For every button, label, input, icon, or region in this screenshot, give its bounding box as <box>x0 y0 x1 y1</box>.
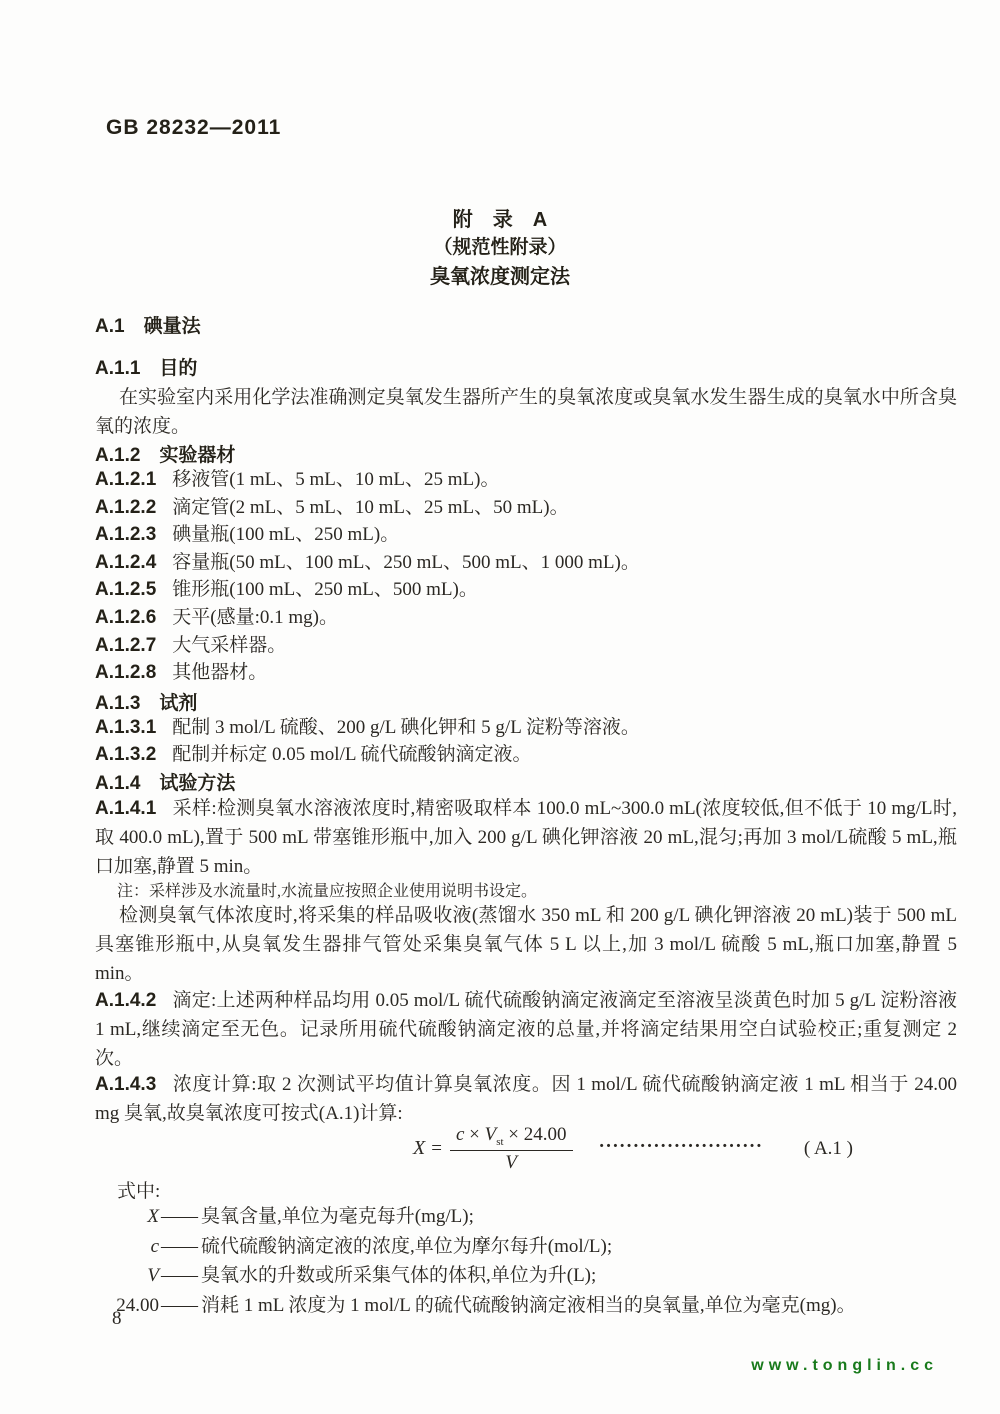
formula-lhs: X <box>413 1137 426 1160</box>
clause-text: 容量瓶(50 mL、100 mL、250 mL、500 mL、1 000 mL)。 <box>172 551 640 573</box>
clause-text: 天平(感量:0.1 mg)。 <box>172 606 338 628</box>
constant-24: 24.00 <box>523 1124 567 1145</box>
clause-text: 采样:检测臭氧水溶液浓度时,精密吸取样本 100.0 mL~300.0 mL(浓度较低,但不低于 10 mg/L时,取 400.0 mL),置于 500 mL 带塞锥形瓶中,加入 200 g/L 碘化钾溶液 20 mL,混匀;再加 3 mol/L硫酸 5 mL,瓶口加塞,静置 5 min。 <box>95 798 957 877</box>
times-sign: × <box>508 1124 520 1145</box>
clause-text: 浓度计算:取 2 次测试平均值计算臭氧浓度。因 1 mol/L 硫代硫酸钠滴定液 1 mL 相当于 24.00 mg 臭氧,故臭氧浓度可按式(A.1)计算: <box>95 1074 957 1124</box>
var-c: c <box>455 1124 465 1145</box>
list-item <box>95 576 957 604</box>
paragraph-a141-sampling <box>95 794 957 881</box>
appendix-subtitle: （规范性附录） <box>433 237 567 258</box>
paragraph-a142-titration <box>95 986 957 1073</box>
formula-denominator: V <box>505 1151 518 1173</box>
formula-equals: = <box>431 1137 442 1159</box>
heading-a1: A.1 碘量法 <box>95 316 201 337</box>
clause-number: A.1.2.8 <box>95 662 157 684</box>
definition-dash: —— <box>161 1294 197 1316</box>
appendix-method-title: 臭氧浓度测定法 <box>430 266 570 288</box>
heading-a12: A.1.2 实验器材 <box>95 445 236 466</box>
paragraph-a143-calculation <box>95 1070 957 1128</box>
formula-numerator <box>450 1124 573 1151</box>
definition-term: c <box>150 1235 159 1257</box>
heading-a11: A.1.1 目的 <box>95 358 198 379</box>
clause-number: A.1.2.6 <box>95 606 157 628</box>
where-intro: 式中: <box>117 1181 161 1202</box>
definition-text: 硫代硫酸钠滴定液的浓度,单位为摩尔每升(mol/L); <box>201 1235 613 1257</box>
paragraph-a11-purpose: 在实验室内采用化学法准确测定臭氧发生器所产生的臭氧浓度或臭氧水发生器生成的臭氧水中所含臭氧的浓度。 <box>95 387 957 437</box>
clause-text: 其他器材。 <box>172 662 268 684</box>
document-code: GB 28232—2011 <box>106 116 282 139</box>
definition-dash: —— <box>161 1265 197 1286</box>
clause-number: A.1.2.7 <box>95 634 157 656</box>
list-item <box>95 466 957 494</box>
formula-label: ( A.1 ) <box>803 1137 853 1159</box>
list-item <box>95 741 957 768</box>
formula-leader-dots: ························ <box>598 1135 763 1157</box>
formula-a1 <box>413 1124 853 1174</box>
definition-term: 24.00 <box>116 1294 159 1316</box>
clause-text: 大气采样器。 <box>172 634 287 656</box>
definition-term: V <box>147 1265 159 1286</box>
clause-number: A.1.2.4 <box>95 551 157 573</box>
var-v: V <box>484 1124 497 1145</box>
definition-row <box>95 1202 957 1232</box>
clause-text: 滴定管(2 mL、5 mL、10 mL、25 mL、50 mL)。 <box>172 496 569 518</box>
clause-number: A.1.2.5 <box>95 579 157 601</box>
list-item <box>95 604 957 632</box>
clause-number: A.1.2.3 <box>95 524 157 546</box>
definition-dash: —— <box>161 1206 197 1227</box>
definition-row <box>95 1261 957 1291</box>
equipment-list <box>95 466 957 687</box>
clause-text: 锥形瓶(100 mL、250 mL、500 mL)。 <box>172 579 478 601</box>
paragraph-gas-sampling: 检测臭氧气体浓度时,将采集的样品吸收液(蒸馏水 350 mL 和 200 g/L 碘化钾溶液 20 mL)装于 500 mL 具塞锥形瓶中,从臭氧发生器排气管处采集臭氧气体 5 L 以上,加 3 mol/L 硫酸 5 mL,瓶口加塞,静置 5 min。 <box>95 905 957 984</box>
list-item <box>95 632 957 660</box>
clause-number: A.1.4.3 <box>95 1074 157 1095</box>
clause-number: A.1.2.2 <box>95 496 157 518</box>
times-sign: × <box>469 1124 480 1145</box>
definition-dash: —— <box>161 1235 197 1257</box>
watermark-url: www.tonglin.cc <box>751 1357 938 1374</box>
definition-text: 臭氧水的升数或所采集气体的体积,单位为升(L); <box>201 1265 597 1286</box>
heading-a14: A.1.4 试验方法 <box>95 773 236 794</box>
list-item <box>95 659 957 687</box>
clause-text: 配制 3 mol/L 硫酸、200 g/L 碘化钾和 5 g/L 淀粉等溶液。 <box>172 717 640 738</box>
clause-text: 滴定:上述两种样品均用 0.05 mol/L 硫代硫酸钠滴定液滴定至溶液呈淡黄色时加 5 g/L 淀粉溶液 1 mL,继续滴定至无色。记录所用硫代硫酸钠滴定液的总量,并将滴定结果用空白试验校正;重复测定 2 次。 <box>95 990 957 1069</box>
definition-text: 臭氧含量,单位为毫克每升(mg/L); <box>201 1206 474 1227</box>
clause-number: A.1.3.2 <box>95 744 157 765</box>
clause-text: 碘量瓶(100 mL、250 mL)。 <box>172 524 400 546</box>
note-text: 注：采样涉及水流量时,水流量应按照企业使用说明书设定。 <box>117 883 538 900</box>
clause-text: 配制并标定 0.05 mol/L 硫代硫酸钠滴定液。 <box>172 744 532 765</box>
clause-number: A.1.2.1 <box>95 469 157 490</box>
heading-a13: A.1.3 试剂 <box>95 693 198 714</box>
clause-number: A.1.4.1 <box>95 798 157 819</box>
list-item <box>95 494 957 522</box>
list-item <box>95 714 957 741</box>
definition-list <box>95 1202 957 1320</box>
clause-number: A.1.3.1 <box>95 717 157 738</box>
definition-text: 消耗 1 mL 浓度为 1 mol/L 的硫代硫酸钠滴定液相当的臭氧量,单位为毫克(mg)。 <box>201 1294 856 1316</box>
definition-term: X <box>147 1206 159 1227</box>
definition-row <box>95 1291 957 1321</box>
appendix-title: 附 录 A <box>452 209 548 231</box>
clause-number: A.1.4.2 <box>95 990 157 1011</box>
list-item <box>95 549 957 577</box>
formula-fraction <box>450 1124 573 1174</box>
subscript-st: st <box>496 1135 504 1148</box>
list-item <box>95 521 957 549</box>
definition-row <box>95 1232 957 1262</box>
clause-text: 移液管(1 mL、5 mL、10 mL、25 mL)。 <box>172 469 500 490</box>
page-number: 8 <box>112 1308 122 1329</box>
